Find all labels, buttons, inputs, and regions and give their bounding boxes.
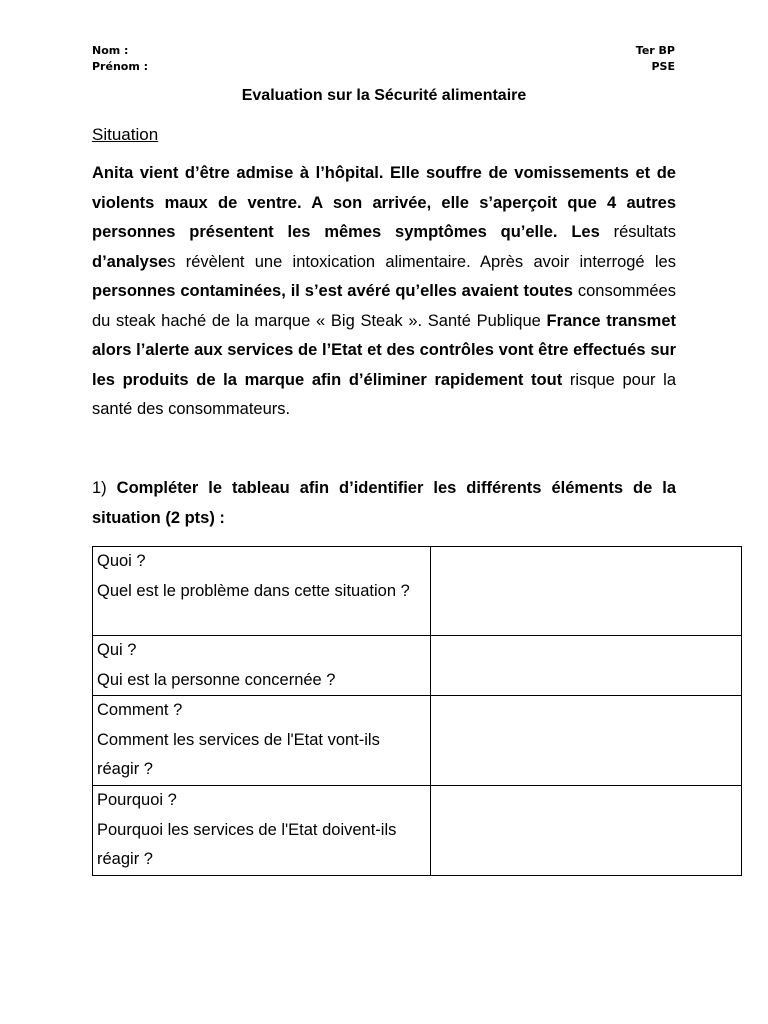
name-label: Nom :: [92, 44, 129, 57]
table-row: [93, 696, 742, 786]
situation-paragraph: [92, 159, 676, 425]
subject-label: PSE: [651, 60, 675, 73]
row-keyword: Quoi ?: [97, 552, 146, 570]
answer-cell[interactable]: [430, 636, 741, 696]
situation-text-8: risque pour la santé des consommateurs.: [92, 370, 676, 418]
row-keyword: Qui ?: [97, 641, 137, 659]
table-row: [93, 636, 742, 696]
situation-text-7: France transmet alors l’alerte aux services de l’Etat et des contrôles vont être effectués sur les produits de la marque afin d’éliminer rapidement tout: [92, 311, 676, 389]
situation-text-5: personnes contaminées, il s’est avéré qu’elles avaient toutes: [92, 282, 573, 300]
question-cell: [93, 547, 431, 636]
header-right: [636, 43, 675, 75]
row-question: Pourquoi les services de l'Etat doivent-ils réagir ?: [97, 820, 397, 868]
header-left: [92, 43, 148, 75]
question-cell: [93, 696, 431, 786]
question-text: Compléter le tableau afin d’identifier les différents éléments de la situation (2 pts) :: [92, 479, 676, 527]
question-cell: [93, 786, 431, 876]
situation-text-2: résultats: [599, 223, 676, 241]
analysis-table: [92, 546, 742, 876]
row-question: Qui est la personne concernée ?: [97, 670, 336, 689]
answer-cell[interactable]: [430, 786, 741, 876]
row-keyword: Comment ?: [97, 701, 183, 719]
situation-text-1: Anita vient d’être admise à l’hôpital. Elle souffre de vomissements et de violents maux de ventre. A son arrivée, elle s’aperçoit que 4 autres personnes présentent les mêmes symptômes qu’elle. Les: [92, 164, 676, 241]
question-1: [92, 473, 676, 533]
situation-text-6: consommées du steak haché de la marque « Big Steak ». Santé Publique: [92, 282, 676, 330]
table-row: [93, 547, 742, 636]
row-question: Comment les services de l'Etat vont-ils réagir ?: [97, 730, 380, 778]
situation-text-3: d’analyse: [92, 252, 168, 271]
question-number: 1): [92, 479, 107, 497]
answer-cell[interactable]: [430, 547, 741, 636]
row-keyword: Pourquoi ?: [97, 791, 177, 809]
situation-text-4: s révèlent une intoxication alimentaire. Après avoir interrogé les: [167, 252, 676, 271]
row-question: Quel est le problème dans cette situation ?: [97, 581, 410, 600]
class-label: Ter BP: [635, 44, 675, 57]
table-row: [93, 786, 742, 876]
firstname-label: Prénom :: [92, 60, 149, 73]
question-cell: [93, 636, 431, 696]
answer-cell[interactable]: [430, 696, 741, 786]
section-heading: Situation: [92, 125, 159, 144]
page-title: Evaluation sur la Sécurité alimentaire: [241, 87, 527, 104]
